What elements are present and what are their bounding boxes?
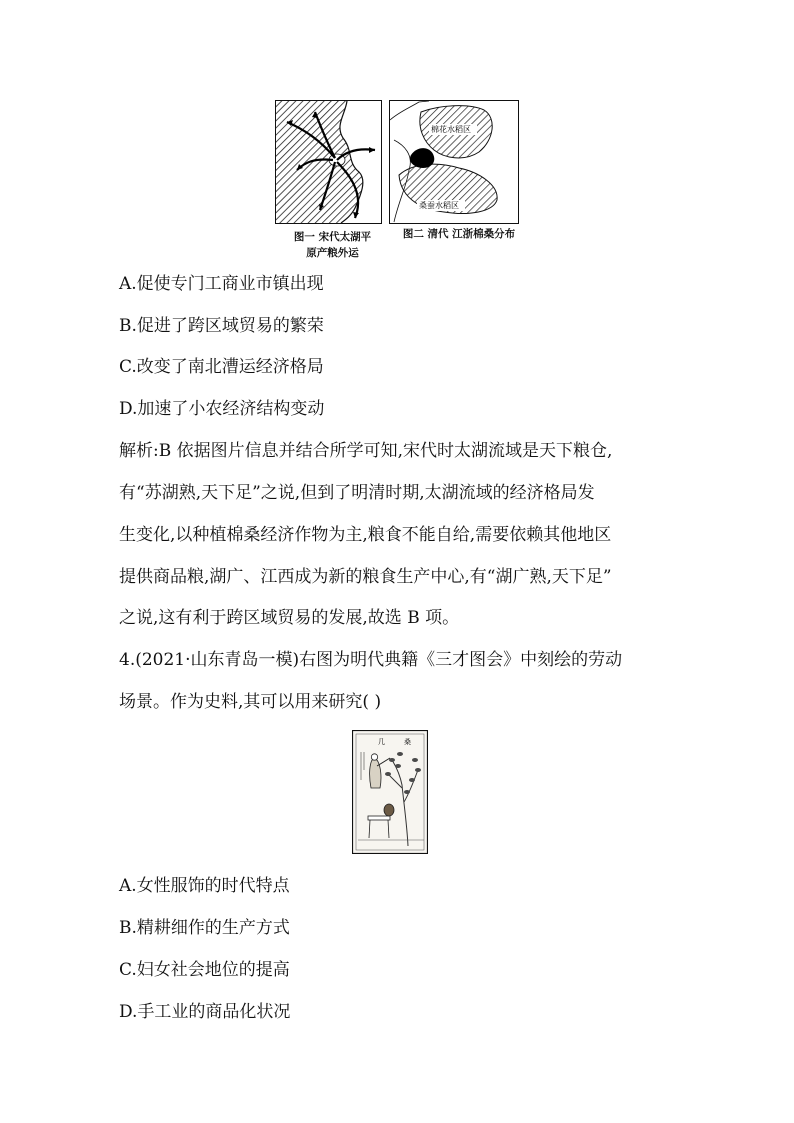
figure-1-caption-line2: 原产粮外运	[306, 247, 359, 259]
figure-2-caption: 图二 清代 江浙棉桑分布	[402, 228, 516, 240]
silk-rice-zone-label: 桑蚕水稻区	[419, 201, 459, 210]
q3-analysis-line: 生变化,以种植棉桑经济作物为主,粮食不能自给,需要依赖其他地区	[119, 525, 612, 545]
q3-analysis-line: 解析:B 依据图片信息并结合所学可知,宋代时太湖流域是天下粮仓,	[119, 441, 613, 461]
q3-option-d: D.加速了小农经济结构变动	[119, 399, 325, 419]
q3-option-b: B.促进了跨区域贸易的繁荣	[119, 316, 324, 336]
woodcut-char-left: 几	[378, 738, 385, 746]
q4-option-b: B.精耕细作的生产方式	[119, 918, 290, 938]
q3-option-a: A.促使专门工商业市镇出现	[119, 274, 324, 294]
q4-stem-line: 场景。作为史料,其可以用来研究( )	[119, 692, 382, 712]
q4-stem-line: 4.(2021·山东青岛一模)右图为明代典籍《三才图会》中刻绘的劳动	[119, 650, 623, 670]
q3-analysis-line: 有“苏湖熟,天下足”之说,但到了明清时期,太湖流域的经济格局发	[119, 483, 595, 503]
q4-option-d: D.手工业的商品化状况	[119, 1002, 291, 1022]
q3-analysis-line: 提供商品粮,湖广、江西成为新的粮食生产中心,有“湖广熟,天下足”	[119, 567, 612, 587]
q3-analysis-line: 之说,这有利于跨区域贸易的发展,故选 B 项。	[119, 608, 460, 628]
cotton-rice-zone-label: 棉花水稻区	[431, 125, 471, 134]
q4-option-c: C.妇女社会地位的提高	[119, 960, 290, 980]
qing-cotton-mulberry-map	[389, 100, 519, 224]
song-grain-transport-map	[275, 100, 382, 224]
woodcut-char-right: 桑	[404, 738, 411, 746]
q3-option-c: C.改变了南北漕运经济格局	[119, 357, 324, 377]
figure-1-caption-line1: 图一 宋代太湖平	[293, 231, 372, 243]
q4-option-a: A.女性服饰的时代特点	[119, 876, 290, 896]
sancai-tuhui-woodcut	[352, 730, 428, 854]
figure-1-caption	[270, 229, 395, 261]
